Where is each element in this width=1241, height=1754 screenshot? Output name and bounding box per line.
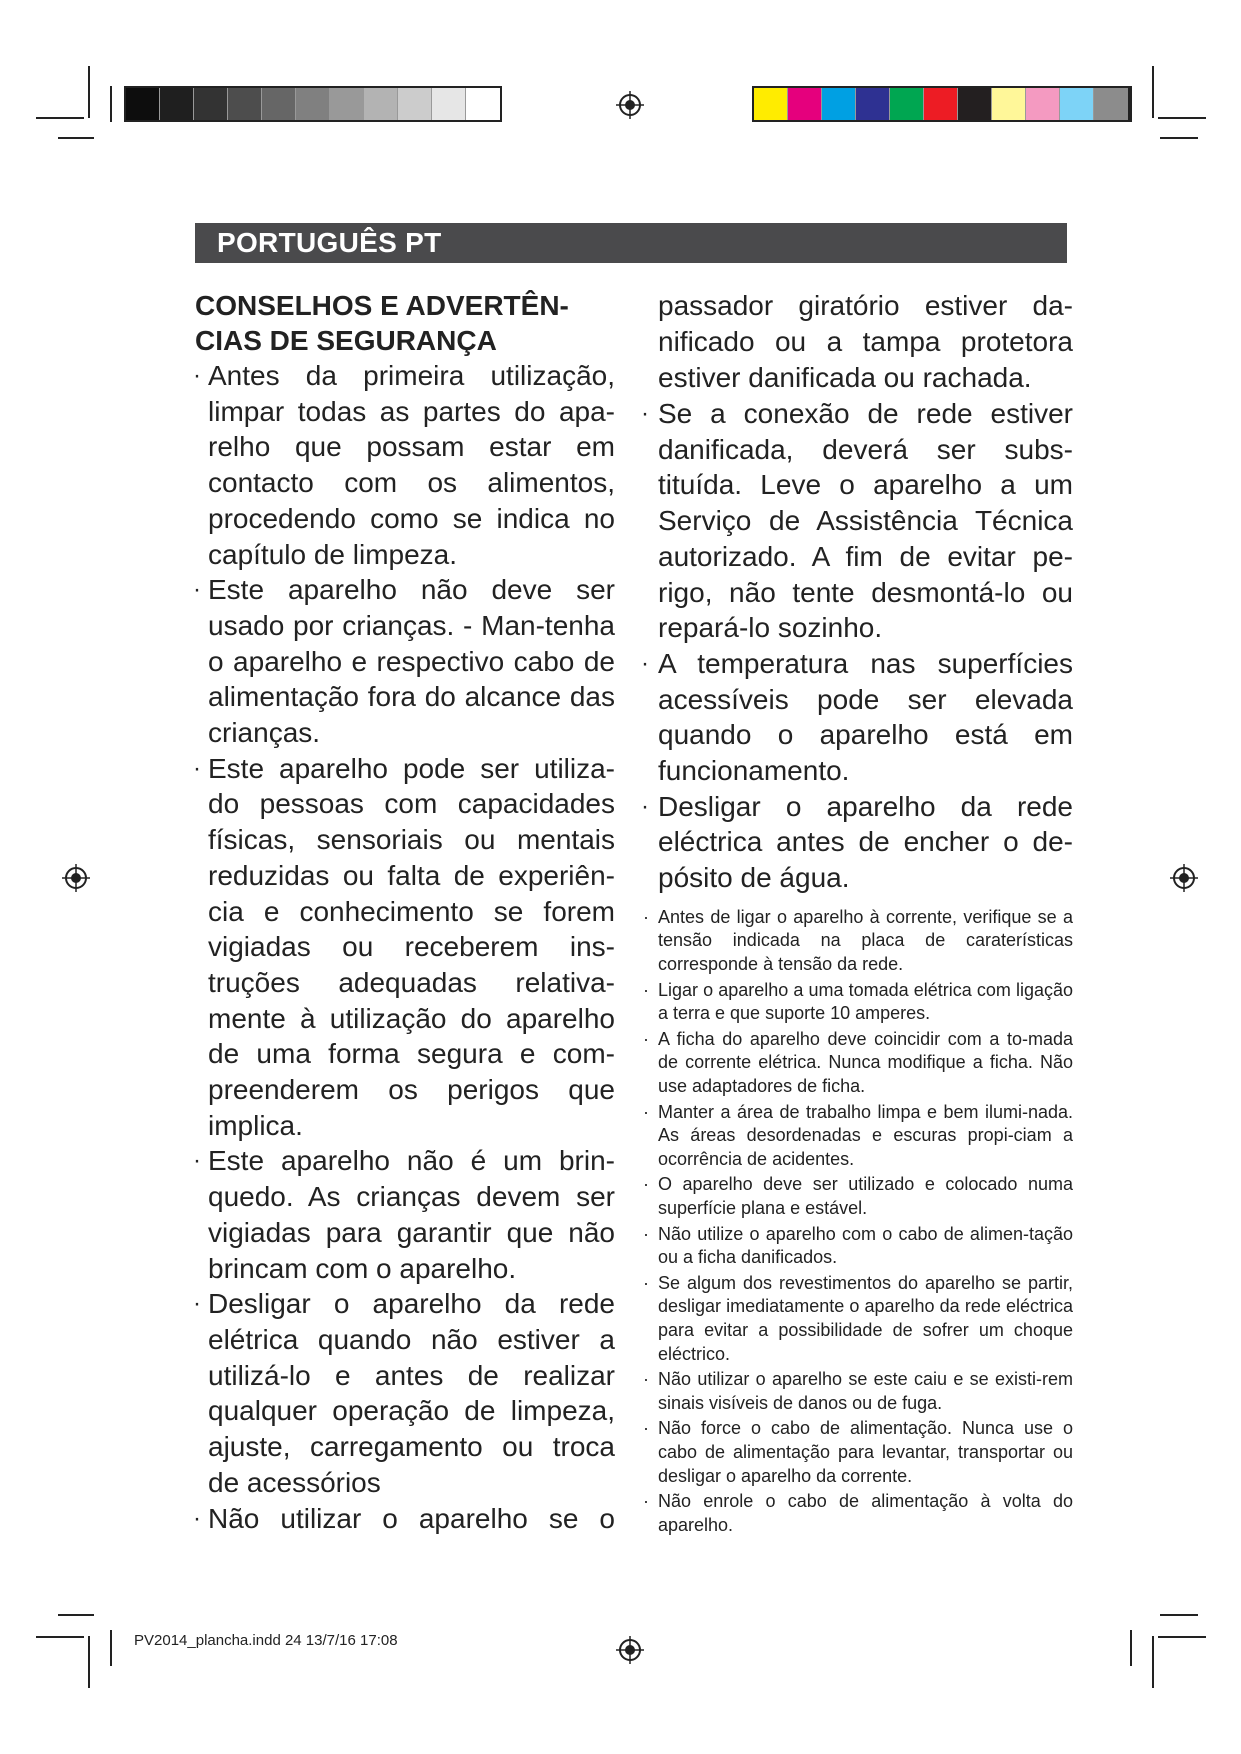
gray-swatch (330, 88, 364, 120)
color-swatch (788, 88, 822, 120)
list-item: · A temperatura nas superfícies acessíveis pode ser elevada quando o aparelho está em funcionamento. (643, 646, 1073, 789)
list-item: · Não enrole o cabo de alimentação à volta do aparelho. (643, 1490, 1073, 1537)
right-column (643, 288, 1073, 1539)
list-item: · Não utilizar o aparelho se o (195, 1501, 615, 1537)
safety-list-small (643, 906, 1073, 1537)
gray-swatch (432, 88, 466, 120)
file-info: PV2014_plancha.indd 24 13/7/16 17:08 (134, 1632, 398, 1649)
list-item: · Se a conexão de rede estiver danificada, deverá ser subs-tituída. Leve o aparelho a um Serviço de Assistência Técnica autorizado. A fim de evitar pe-rigo, não tente desmontá-lo ou repará-lo sozinho. (643, 396, 1073, 646)
gray-swatch (364, 88, 398, 120)
list-item: · A ficha do aparelho deve coincidir com a to-mada de corrente elétrica. Nunca modifique a ficha. Não use adaptadores de ficha. (643, 1028, 1073, 1099)
list-item: · Este aparelho não deve ser usado por crianças. - Man-tenha o aparelho e respectivo cabo de alimentação fora do alcance das crianças. (195, 572, 615, 751)
color-control-bar (752, 86, 1130, 122)
list-item: · Se algum dos revestimentos do aparelho se partir, desligar imediatamente o aparelho da rede eléctrica para evitar a possibilidade de sofrer um choque eléctrico. (643, 1272, 1073, 1366)
list-item: · Não force o cabo de alimentação. Nunca use o cabo de alimentação para levantar, transportar ou desligar o aparelho da corrente. (643, 1417, 1073, 1488)
color-swatch (1094, 88, 1128, 120)
section-heading: CONSELHOS E ADVERTÊN-CIAS DE SEGURANÇA (195, 290, 569, 356)
color-swatch (822, 88, 856, 120)
list-item: · Antes da primeira utilização, limpar todas as partes do apa-relho que possam estar em contacto com os alimentos, procedendo como se indica no capítulo de limpeza. (195, 358, 615, 572)
registration-target-icon (62, 864, 90, 892)
gray-swatch (228, 88, 262, 120)
list-item: · O aparelho deve ser utilizado e colocado numa superfície plana e estável. (643, 1173, 1073, 1220)
list-item: · Antes de ligar o aparelho à corrente, verifique se a tensão indicada na placa de caraterísticas corresponde à tensão da rede. (643, 906, 1073, 977)
list-item: · Não utilizar o aparelho se este caiu e se existi-rem sinais visíveis de danos ou de fuga. (643, 1368, 1073, 1415)
color-swatch (890, 88, 924, 120)
continued-paragraph: passador giratório estiver da-nificado ou a tampa protetora estiver danificada ou rachada. (658, 290, 1073, 393)
gray-swatch (194, 88, 228, 120)
list-item: · Ligar o aparelho a uma tomada elétrica com ligação a terra e que suporte 10 amperes. (643, 979, 1073, 1026)
list-item: · Este aparelho pode ser utiliza-do pessoas com capacidades físicas, sensoriais ou mentais reduzidas ou falta de experiên-cia e conhecimento se forem vigiadas ou receberem ins-truções adequadas relativa-mente à utilização do aparelho de uma forma segura e com-preenderem os perigos que implica. (195, 751, 615, 1144)
gray-swatch (398, 88, 432, 120)
color-swatch (856, 88, 890, 120)
registration-target-icon (616, 1636, 644, 1664)
color-swatch (1026, 88, 1060, 120)
color-swatch (924, 88, 958, 120)
registration-target-icon (616, 91, 644, 119)
color-swatch (958, 88, 992, 120)
list-item: · Desligar o aparelho da rede eléctrica antes de encher o de-pósito de água. (643, 789, 1073, 896)
gray-swatch (126, 88, 160, 120)
grayscale-control-bar (124, 86, 502, 122)
list-item: · Este aparelho não é um brin-quedo. As crianças devem ser vigiadas para garantir que não brincam com o aparelho. (195, 1143, 615, 1286)
gray-swatch (160, 88, 194, 120)
gray-swatch (296, 88, 330, 120)
color-swatch (1060, 88, 1094, 120)
list-item: · Manter a área de trabalho limpa e bem ilumi-nada. As áreas desordenadas e escuras propi-ciam a ocorrência de acidentes. (643, 1101, 1073, 1172)
language-header: PORTUGUÊS PT (195, 223, 1067, 263)
safety-list-left (195, 358, 615, 1536)
list-item: · Não utilize o aparelho com o cabo de alimen-tação ou a ficha danificados. (643, 1223, 1073, 1270)
registration-target-icon (1170, 864, 1198, 892)
left-column (195, 288, 615, 1536)
safety-list-right (643, 396, 1073, 896)
color-swatch (754, 88, 788, 120)
list-item: · Desligar o aparelho da rede elétrica quando não estiver a utilizá-lo e antes de realizar qualquer operação de limpeza, ajuste, carregamento ou troca de acessórios (195, 1286, 615, 1500)
gray-swatch (466, 88, 500, 120)
gray-swatch (262, 88, 296, 120)
color-swatch (992, 88, 1026, 120)
